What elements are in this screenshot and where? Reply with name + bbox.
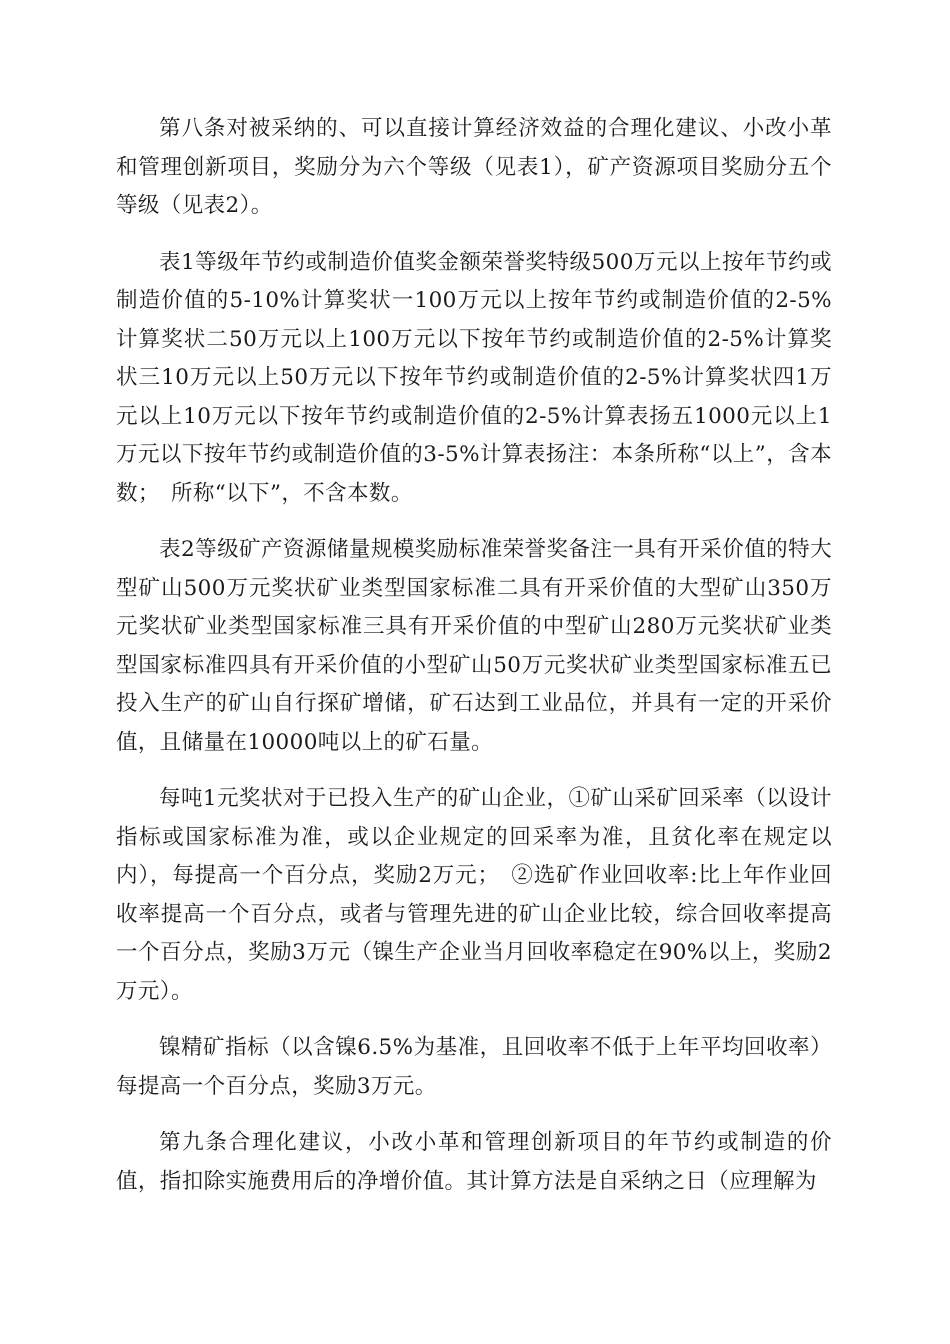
paragraph-table-2: 表2等级矿产资源储量规模奖励标准荣誉奖备注一具有开采价值的特大型矿山500万元奖状矿业类型国家标准二具有开采价值的大型矿山350万元奖状矿业类型国家标准三具有开采价值的中型矿山280万元奖状矿业类型国家标准四具有开采价值的小型矿山50万元奖状矿业类型国家标准五已投入生产的矿山自行探矿增储，矿石达到工业品位，并具有一定的开采价值，且储量在10000吨以上的矿石量。 <box>116 537 832 755</box>
paragraph-article-9: 第九条合理化建议，小改小革和管理创新项目的年节约或制造的价值，指扣除实施费用后的净增价值。其计算方法是自采纳之日（应理解为 <box>116 1130 832 1194</box>
paragraph-article-8: 第八条对被采纳的、可以直接计算经济效益的合理化建议、小改小革和管理创新项目，奖励分为六个等级（见表1），矿产资源项目奖励分五个等级（见表2）。 <box>116 116 832 218</box>
paragraph-nickel-concentrate: 镍精矿指标（以含镍6.5%为基准，且回收率不低于上年平均回收率）每提高一个百分点，奖励3万元。 <box>116 1035 832 1099</box>
document-body <box>116 110 832 1219</box>
paragraph-table-1: 表1等级年节约或制造价值奖金额荣誉奖特级500万元以上按年节约或制造价值的5-10%计算奖状一100万元以上按年节约或制造价值的2-5%计算奖状二50万元以上100万元以下按年节约或制造价值的2-5%计算奖状三10万元以上50万元以下按年节约或制造价值的2-5%计算奖状四1万元以上10万元以下按年节约或制造价值的2-5%计算表扬五1000元以上1万元以下按年节约或制造价值的3-5%计算表扬注：本条所称“以上”，含本数； 所称“以下”，不含本数。 <box>116 249 832 506</box>
paragraph-recovery-rate: 每吨1元奖状对于已投入生产的矿山企业，①矿山采矿回采率（以设计指标或国家标准为准，或以企业规定的回采率为准，且贫化率在规定以内），每提高一个百分点，奖励2万元； ②选矿作业回收率:比上年作业回收率提高一个百分点，或者与管理先进的矿山企业比较，综合回收率提高一个百分点，奖励3万元（镍生产企业当月回收率稳定在90%以上，奖励2万元）。 <box>116 786 832 1004</box>
